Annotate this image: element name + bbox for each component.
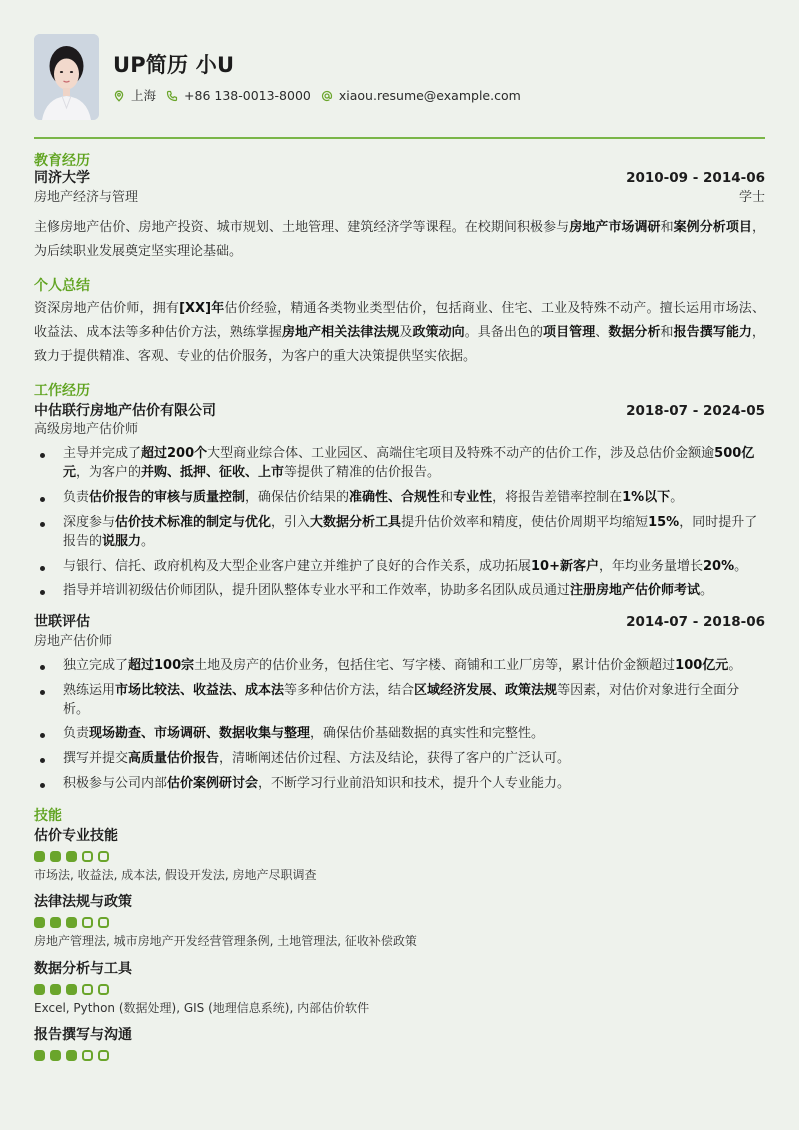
filled-dot-icon bbox=[50, 917, 61, 928]
emphasis-text: 估价报告的审核与质量控制 bbox=[89, 489, 246, 505]
empty-dot-icon bbox=[82, 917, 93, 928]
skill-level-rating bbox=[34, 917, 765, 928]
company-name: 中估联行房地产估价有限公司 bbox=[34, 402, 216, 419]
resume-header bbox=[34, 34, 765, 120]
body-text: 提升估价效率和精度，使估价周期平均缩短 bbox=[401, 514, 649, 530]
body-text: 。 bbox=[728, 657, 742, 673]
body-text: ，为客户的 bbox=[76, 465, 142, 481]
emphasis-text: 专业性 bbox=[453, 489, 493, 505]
body-text: 土地及房产的估价业务，包括住宅、写字楼、商铺和工业厂房等，累计估价金额超过 bbox=[194, 657, 676, 673]
bullet-item bbox=[34, 445, 765, 483]
body-text: 主修房地产估价、房地产投资、城市规划、土地管理、建筑经济学等课程。在校期间积极参与 bbox=[34, 219, 570, 235]
skill-entry bbox=[34, 1026, 765, 1061]
education-sub-row bbox=[34, 189, 765, 208]
skill-level-rating bbox=[34, 851, 765, 862]
body-text: 大型商业综合体、工业园区、高端住宅项目及特殊不动产的估价工作，涉及总估价金额逾 bbox=[207, 446, 715, 462]
education-major: 房地产经济与管理 bbox=[34, 189, 139, 205]
section-title-work: 工作经历 bbox=[34, 382, 90, 399]
body-text: ，致力于提供精准、客观、专业的估价服务，为客户的重大决策提供坚实依据。 bbox=[34, 324, 765, 364]
emphasis-text: 并购、抵押、征收、上市 bbox=[141, 465, 285, 481]
education-section bbox=[34, 153, 765, 264]
body-text: 等多种估价方法，结合 bbox=[284, 682, 415, 698]
emphasis-text: 10+新客户 bbox=[531, 558, 599, 574]
body-text: 。 bbox=[670, 489, 684, 505]
body-text: ，同时提升了报告的 bbox=[63, 514, 758, 549]
bullet-item bbox=[34, 725, 765, 744]
body-text: ，引入 bbox=[271, 514, 311, 530]
skill-details: Excel, Python (数据处理), GIS (地理信息系统), 内部估价软件 bbox=[34, 1000, 370, 1015]
emphasis-text: 超过200个 bbox=[141, 446, 208, 462]
location-text: 上海 bbox=[131, 87, 157, 103]
emphasis-text: 高质量估价报告 bbox=[128, 751, 220, 767]
body-text: 负责 bbox=[63, 726, 90, 742]
empty-dot-icon bbox=[98, 917, 109, 928]
bullet-item bbox=[34, 750, 765, 769]
emphasis-text: 政策动向 bbox=[412, 324, 465, 340]
emphasis-text: 估价技术标准的制定与优化 bbox=[115, 514, 272, 530]
education-date: 2010-09 - 2014-06 bbox=[626, 170, 765, 187]
header-info bbox=[113, 49, 531, 104]
body-text: 。 bbox=[734, 558, 748, 574]
filled-dot-icon bbox=[50, 984, 61, 995]
skill-details: 市场法, 收益法, 成本法, 假设开发法, 房地产尽职调查 bbox=[34, 867, 317, 882]
filled-dot-icon bbox=[50, 851, 61, 862]
body-text: 及 bbox=[399, 324, 413, 340]
contact-location bbox=[113, 87, 156, 105]
avatar bbox=[34, 34, 99, 120]
phone-text[interactable]: +86 138-0013-8000 bbox=[184, 87, 311, 103]
phone-icon bbox=[166, 90, 178, 102]
empty-dot-icon bbox=[98, 984, 109, 995]
emphasis-text: [XX]年 bbox=[179, 300, 225, 316]
job-date: 2018-07 - 2024-05 bbox=[626, 402, 765, 419]
emphasis-text: 说服力 bbox=[102, 533, 142, 549]
candidate-name: UP简历 小U bbox=[113, 53, 235, 78]
bullet-item bbox=[34, 682, 765, 720]
skill-entry bbox=[34, 960, 765, 1016]
summary-text bbox=[34, 297, 765, 369]
skill-name: 数据分析与工具 bbox=[34, 960, 132, 977]
body-text: 深度参与 bbox=[63, 514, 116, 530]
body-text: 主导并完成了 bbox=[63, 446, 142, 462]
body-text: 熟练运用 bbox=[63, 682, 116, 698]
job-header bbox=[34, 402, 765, 422]
contact-phone bbox=[166, 87, 311, 105]
job-role: 房地产估价师 bbox=[34, 633, 113, 649]
job-role: 高级房地产估价师 bbox=[34, 422, 139, 438]
job-bullets bbox=[34, 445, 765, 601]
bullet-item bbox=[34, 558, 765, 577]
job-bullets bbox=[34, 657, 765, 794]
summary-section bbox=[34, 278, 765, 369]
contact-email bbox=[321, 87, 521, 105]
body-text: 负责 bbox=[63, 489, 90, 505]
skill-name: 估价专业技能 bbox=[34, 827, 118, 844]
body-text: ，清晰阐述估价过程、方法及结论，获得了客户的广泛认可。 bbox=[219, 751, 571, 767]
body-text: 和 bbox=[660, 219, 674, 235]
skill-name: 报告撰写与沟通 bbox=[34, 1027, 132, 1044]
body-text: ，年均业务量增长 bbox=[599, 558, 704, 574]
skills-section bbox=[34, 808, 765, 1061]
body-text: ，为后续职业发展奠定坚实理论基础。 bbox=[34, 219, 765, 259]
filled-dot-icon bbox=[50, 1050, 61, 1061]
contact-list bbox=[113, 87, 531, 105]
bullet-item bbox=[34, 775, 765, 794]
section-title-skills: 技能 bbox=[34, 808, 62, 824]
body-text: ，确保估价基础数据的真实性和完整性。 bbox=[310, 726, 545, 742]
body-text: 等提供了精准的估价报告。 bbox=[284, 465, 441, 481]
filled-dot-icon bbox=[34, 1050, 45, 1061]
location-pin-icon bbox=[113, 90, 125, 102]
header-divider bbox=[34, 137, 765, 139]
emphasis-text: 1%以下 bbox=[622, 489, 671, 505]
emphasis-text: 20% bbox=[703, 558, 735, 574]
education-degree: 学士 bbox=[738, 189, 765, 205]
filled-dot-icon bbox=[66, 851, 77, 862]
bullet-item bbox=[34, 657, 765, 676]
emphasis-text: 数据分析 bbox=[608, 324, 661, 340]
job-entry bbox=[34, 402, 765, 602]
body-text: 指导并培训初级估价师团队，提升团队整体专业水平和工作效率，协助多名团队成员通过 bbox=[63, 583, 571, 599]
emphasis-text: 准确性、合规性 bbox=[349, 489, 441, 505]
empty-dot-icon bbox=[98, 1050, 109, 1061]
bullet-item bbox=[34, 489, 765, 508]
filled-dot-icon bbox=[34, 984, 45, 995]
emphasis-text: 现场勘查、市场调研、数据收集与整理 bbox=[89, 726, 311, 742]
body-text: ，确保估价结果的 bbox=[245, 489, 350, 505]
school-name: 同济大学 bbox=[34, 170, 90, 187]
empty-dot-icon bbox=[82, 851, 93, 862]
body-text: 资深房地产估价师，拥有 bbox=[34, 300, 180, 316]
emphasis-text: 项目管理 bbox=[543, 324, 596, 340]
filled-dot-icon bbox=[66, 984, 77, 995]
emphasis-text: 15% bbox=[648, 514, 680, 530]
emphasis-text: 估价案例研讨会 bbox=[167, 776, 259, 792]
body-text: 撰写并提交 bbox=[63, 751, 129, 767]
body-text: 和 bbox=[440, 489, 454, 505]
emphasis-text: 500亿元 bbox=[63, 446, 755, 481]
emphasis-text: 区域经济发展、政策法规 bbox=[414, 682, 558, 698]
emphasis-text: 房地产市场调研 bbox=[569, 219, 661, 235]
bullet-item bbox=[34, 514, 765, 552]
job-entry bbox=[34, 613, 765, 794]
work-section bbox=[34, 383, 765, 794]
skill-name: 法律法规与政策 bbox=[34, 894, 132, 911]
body-text: 。 bbox=[700, 583, 714, 599]
filled-dot-icon bbox=[34, 851, 45, 862]
emphasis-text: 100亿元 bbox=[675, 657, 729, 673]
skill-details: 房地产管理法, 城市房地产开发经营管理条例, 土地管理法, 征收补偿政策 bbox=[34, 934, 417, 949]
emphasis-text: 房地产相关法律法规 bbox=[281, 324, 400, 340]
body-text: ，不断学习行业前沿知识和技术，提升个人专业能力。 bbox=[258, 776, 571, 792]
education-description bbox=[34, 216, 765, 264]
body-text: 积极参与公司内部 bbox=[63, 776, 168, 792]
skill-entry bbox=[34, 893, 765, 949]
filled-dot-icon bbox=[66, 1050, 77, 1061]
filled-dot-icon bbox=[66, 917, 77, 928]
body-text: 独立完成了 bbox=[63, 657, 129, 673]
education-row bbox=[34, 169, 765, 189]
emphasis-text: 市场比较法、收益法、成本法 bbox=[115, 682, 285, 698]
section-title-education: 教育经历 bbox=[34, 152, 90, 169]
bullet-item bbox=[34, 582, 765, 601]
body-text: 估价经验，精通各类物业类型估价，包括商业、住宅、工业及特殊不动产。擅长运用市场法、收益法、成本法等多种估价方法，熟练掌握 bbox=[34, 300, 765, 340]
empty-dot-icon bbox=[82, 1050, 93, 1061]
body-text: 。 bbox=[141, 533, 155, 549]
emphasis-text: 大数据分析工具 bbox=[310, 514, 402, 530]
emphasis-text: 注册房地产估价师考试 bbox=[570, 583, 701, 599]
at-sign-icon bbox=[321, 90, 333, 102]
job-header bbox=[34, 613, 765, 633]
portrait-photo-icon bbox=[34, 34, 99, 120]
body-text: 、 bbox=[595, 324, 609, 340]
body-text: 和 bbox=[660, 324, 674, 340]
job-date: 2014-07 - 2018-06 bbox=[626, 614, 765, 631]
emphasis-text: 超过100宗 bbox=[128, 657, 195, 673]
emphasis-text: 报告撰写能力 bbox=[673, 324, 752, 340]
skill-entry bbox=[34, 827, 765, 883]
empty-dot-icon bbox=[82, 984, 93, 995]
section-title-summary: 个人总结 bbox=[34, 277, 90, 294]
empty-dot-icon bbox=[98, 851, 109, 862]
body-text: ，将报告差错率控制在 bbox=[492, 489, 623, 505]
emphasis-text: 案例分析项目 bbox=[673, 219, 752, 235]
skill-level-rating bbox=[34, 984, 765, 995]
body-text: 等因素，对估价对象进行全面分析。 bbox=[63, 682, 740, 717]
body-text: 。具备出色的 bbox=[464, 324, 544, 340]
skill-level-rating bbox=[34, 1050, 765, 1061]
company-name: 世联评估 bbox=[34, 614, 90, 631]
email-text[interactable]: xiaou.resume@example.com bbox=[338, 87, 521, 103]
body-text: 与银行、信托、政府机构及大型企业客户建立并维护了良好的合作关系，成功拓展 bbox=[63, 558, 532, 574]
filled-dot-icon bbox=[34, 917, 45, 928]
